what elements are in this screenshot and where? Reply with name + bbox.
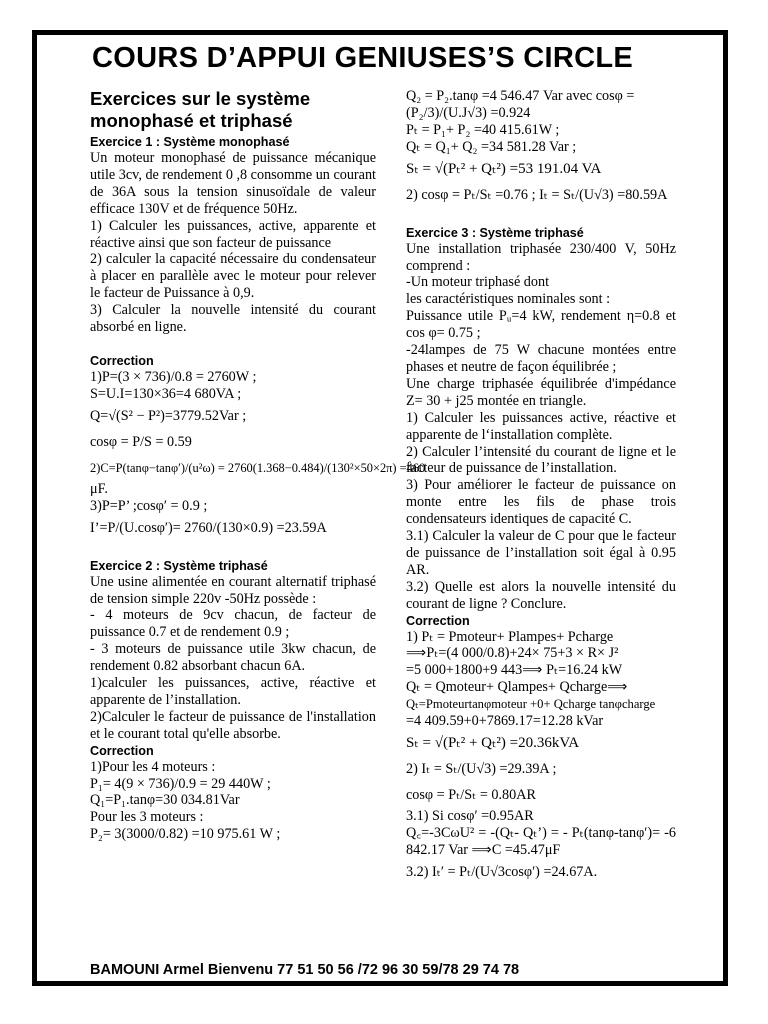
correction-1-line: S=U.I=130×36=4 680VA ; <box>90 385 242 402</box>
correction-2-line: Pₜ = P₁+ P₂ =40 415.61W ; <box>406 121 560 138</box>
exercise-3-item: les caractéristiques nominales sont : <box>406 291 611 308</box>
exercise-1-q3: 3) Calculer la nouvelle intensité du courant absorbé en ligne. <box>90 302 376 336</box>
correction-2-line: (P₂/3)/(U.J√3) =0.924 <box>406 104 531 121</box>
correction-3-line: 3.2) Iₜ′ = Pₜ/(U√3cosφ′) =24.67A. <box>406 863 598 880</box>
correction-3-line: Qₜ = Qmoteur+ Qlampes+ Qcharge⟹ <box>406 679 628 696</box>
correction-1-line: I’=P/(U.cosφ′)= 2760/(130×0.9) =23.59A <box>90 519 327 536</box>
correction-1-line: 2)C=P(tanφ−tanφ′)/(u²ω) = 2760(1.368−0.484)/(130²×50×2π) =460 <box>90 460 426 475</box>
correction-3-line: =5 000+1800+9 443⟹ Pₜ=16.24 kW <box>406 662 623 679</box>
exercise-1-q2: 2) calculer la capacité nécessaire du condensateur à placer en parallèle avec le moteur pour relever le facteur de Puissance à 0,9. <box>90 251 376 302</box>
correction-3-line: 1) Pₜ = Pmoteur+ Plampes+ Pcharge <box>406 628 614 645</box>
exercise-3-text: Une installation triphasée 230/400 V, 50Hz comprend : <box>406 240 676 274</box>
exercise-2-text: Une usine alimentée en courant alternatif triphasé de tension simple 220v -50Hz possède : <box>90 573 376 607</box>
correction-3-line: Q꜀=-3CωU² = -(Qₜ- Qₜ’) = - Pₜ(tanφ-tanφ′)= -6 842.17 Var ⟹C =45.47μF <box>406 824 676 858</box>
exercise-3-item: Puissance utile Pᵤ=4 kW, rendement η=0.8 et cos φ= 0.75 ; <box>406 308 676 342</box>
correction-3-line: Sₜ = √(Pₜ² + Qₜ²) =20.36kVA <box>406 735 580 751</box>
exercise-1-text: Un moteur monophasé de puissance mécanique utile 3cv, de rendement 0 ,8 consomme un courant de 36A sous la tension sinusoïdale de valeur efficace 130V et de fréquence 50Hz. <box>90 150 376 217</box>
exercise-1-q1: 1) Calculer les puissances, active, apparente et réactive ainsi que son facteur de puissance <box>90 217 376 251</box>
exercise-3-q3: 3) Pour améliorer le facteur de puissance on monte entre les fils de phase trois condensateurs identiques de capacité C. <box>406 477 676 528</box>
correction-1-line: μF. <box>90 480 108 497</box>
exercise-1-title: Exercice 1 : Système monophasé <box>90 135 290 149</box>
correction-2-line: P₂= 3(3000/0.82) =10 975.61 W ; <box>90 826 281 843</box>
exercise-2-title: Exercice 2 : Système triphasé <box>90 558 268 573</box>
exercise-2-q2: 2)Calculer le facteur de puissance de l'installation et le courant total qu'elle absorbe. <box>90 708 376 742</box>
correction-2-line: Q₂ = P₂.tanφ =4 546.47 Var avec cosφ = <box>406 88 635 104</box>
correction-3-title: Correction <box>406 613 470 628</box>
correction-3-line: Qₜ=Pmoteurtanφmoteur +0+ Qcharge tanφcharge <box>406 697 656 712</box>
correction-1-line: Q=√(S² − P²)=3779.52Var ; <box>90 407 247 424</box>
section-heading: Exercices sur le système monophasé et triphasé <box>90 88 311 131</box>
exercise-3-q31: 3.1) Calculer la valeur de C pour que le facteur de puissance de l’installation soit égal à 0.95 AR. <box>406 528 676 578</box>
correction-2-line: Sₜ = √(Pₜ² + Qₜ²) =53 191.04 VA <box>406 160 602 177</box>
correction-3-line: 3.1) Si cosφ′ =0.95AR <box>406 808 534 824</box>
page-title: COURS D’APPUI GENIUSES’S CIRCLE <box>92 42 634 74</box>
exercise-2-bullet: - 4 moteurs de 9cv chacun, de facteur de puissance 0.7 et de rendement 0.9 ; <box>90 607 376 641</box>
correction-1-title: Correction <box>90 353 154 368</box>
correction-3-line: ⟹Pₜ=(4 000/0.8)+24× 75+3 × R× J² <box>406 645 619 662</box>
correction-2-line: P₁= 4(9 × 736)/0.9 = 29 440W ; <box>90 775 271 792</box>
correction-2-line: 1)Pour les 4 moteurs : <box>90 758 216 775</box>
exercise-3-q32: 3.2) Quelle est alors la nouvelle intensité du courant de ligne ? Conclure. <box>406 578 676 612</box>
correction-2-title: Correction <box>90 743 154 758</box>
exercise-3-item: -24lampes de 75 W chacune montées entre phases et neutre de façon équilibrée ; <box>406 342 676 375</box>
correction-3-line: cosφ = Pₜ/Sₜ = 0.80AR <box>406 787 536 803</box>
exercise-2-q1: 1)calculer les puissances, active, réactive et apparente de l’installation. <box>90 675 376 708</box>
correction-3-line: =4 409.59+0+7869.17=12.28 kVar <box>406 713 604 730</box>
correction-2-line: Qₜ = Q₁+ Q₂ =34 581.28 Var ; <box>406 138 577 155</box>
footer-author-contacts: BAMOUNI Armel Bienvenu 77 51 50 56 /72 96 30 59/78 29 74 78 <box>90 962 520 978</box>
left-column <box>90 88 426 843</box>
correction-2-line: 2) cosφ = Pₜ/Sₜ =0.76 ; Iₜ = Sₜ/(U√3) =80.59A <box>406 186 668 203</box>
correction-1-line: 3)P=P’ ;cosφ′ = 0.9 ; <box>90 497 208 514</box>
correction-1-line: 1)P=(3 × 736)/0.8 = 2760W ; <box>90 368 257 385</box>
exercise-3-q2: 2) Calculer l’intensité du courant de ligne et le facteur de puissance de l’installation. <box>406 443 676 477</box>
correction-1-line: cosφ = P/S = 0.59 <box>90 433 192 450</box>
exercise-3-q1: 1) Calculer les puissances active, réactive et apparente de l‘installation complète. <box>406 409 676 443</box>
exercise-3-title: Exercice 3 : Système triphasé <box>406 225 584 240</box>
exercise-3-item: -Un moteur triphasé dont <box>406 274 550 291</box>
exercise-3-item: Une charge triphasée équilibrée d'impédance Z= 30 + j25 montée en triangle. <box>406 375 676 409</box>
right-column <box>406 88 676 885</box>
correction-2-line: Q₁=P₁.tanφ=30 034.81Var <box>90 792 240 809</box>
correction-3-line: 2) Iₜ = Sₜ/(U√3) =29.39A ; <box>406 761 557 777</box>
correction-2-line: Pour les 3 moteurs : <box>90 809 204 826</box>
exercise-2-bullet: - 3 moteurs de puissance utile 3kw chacun, de rendement 0.82 absorbant chacun 6A. <box>90 641 376 675</box>
